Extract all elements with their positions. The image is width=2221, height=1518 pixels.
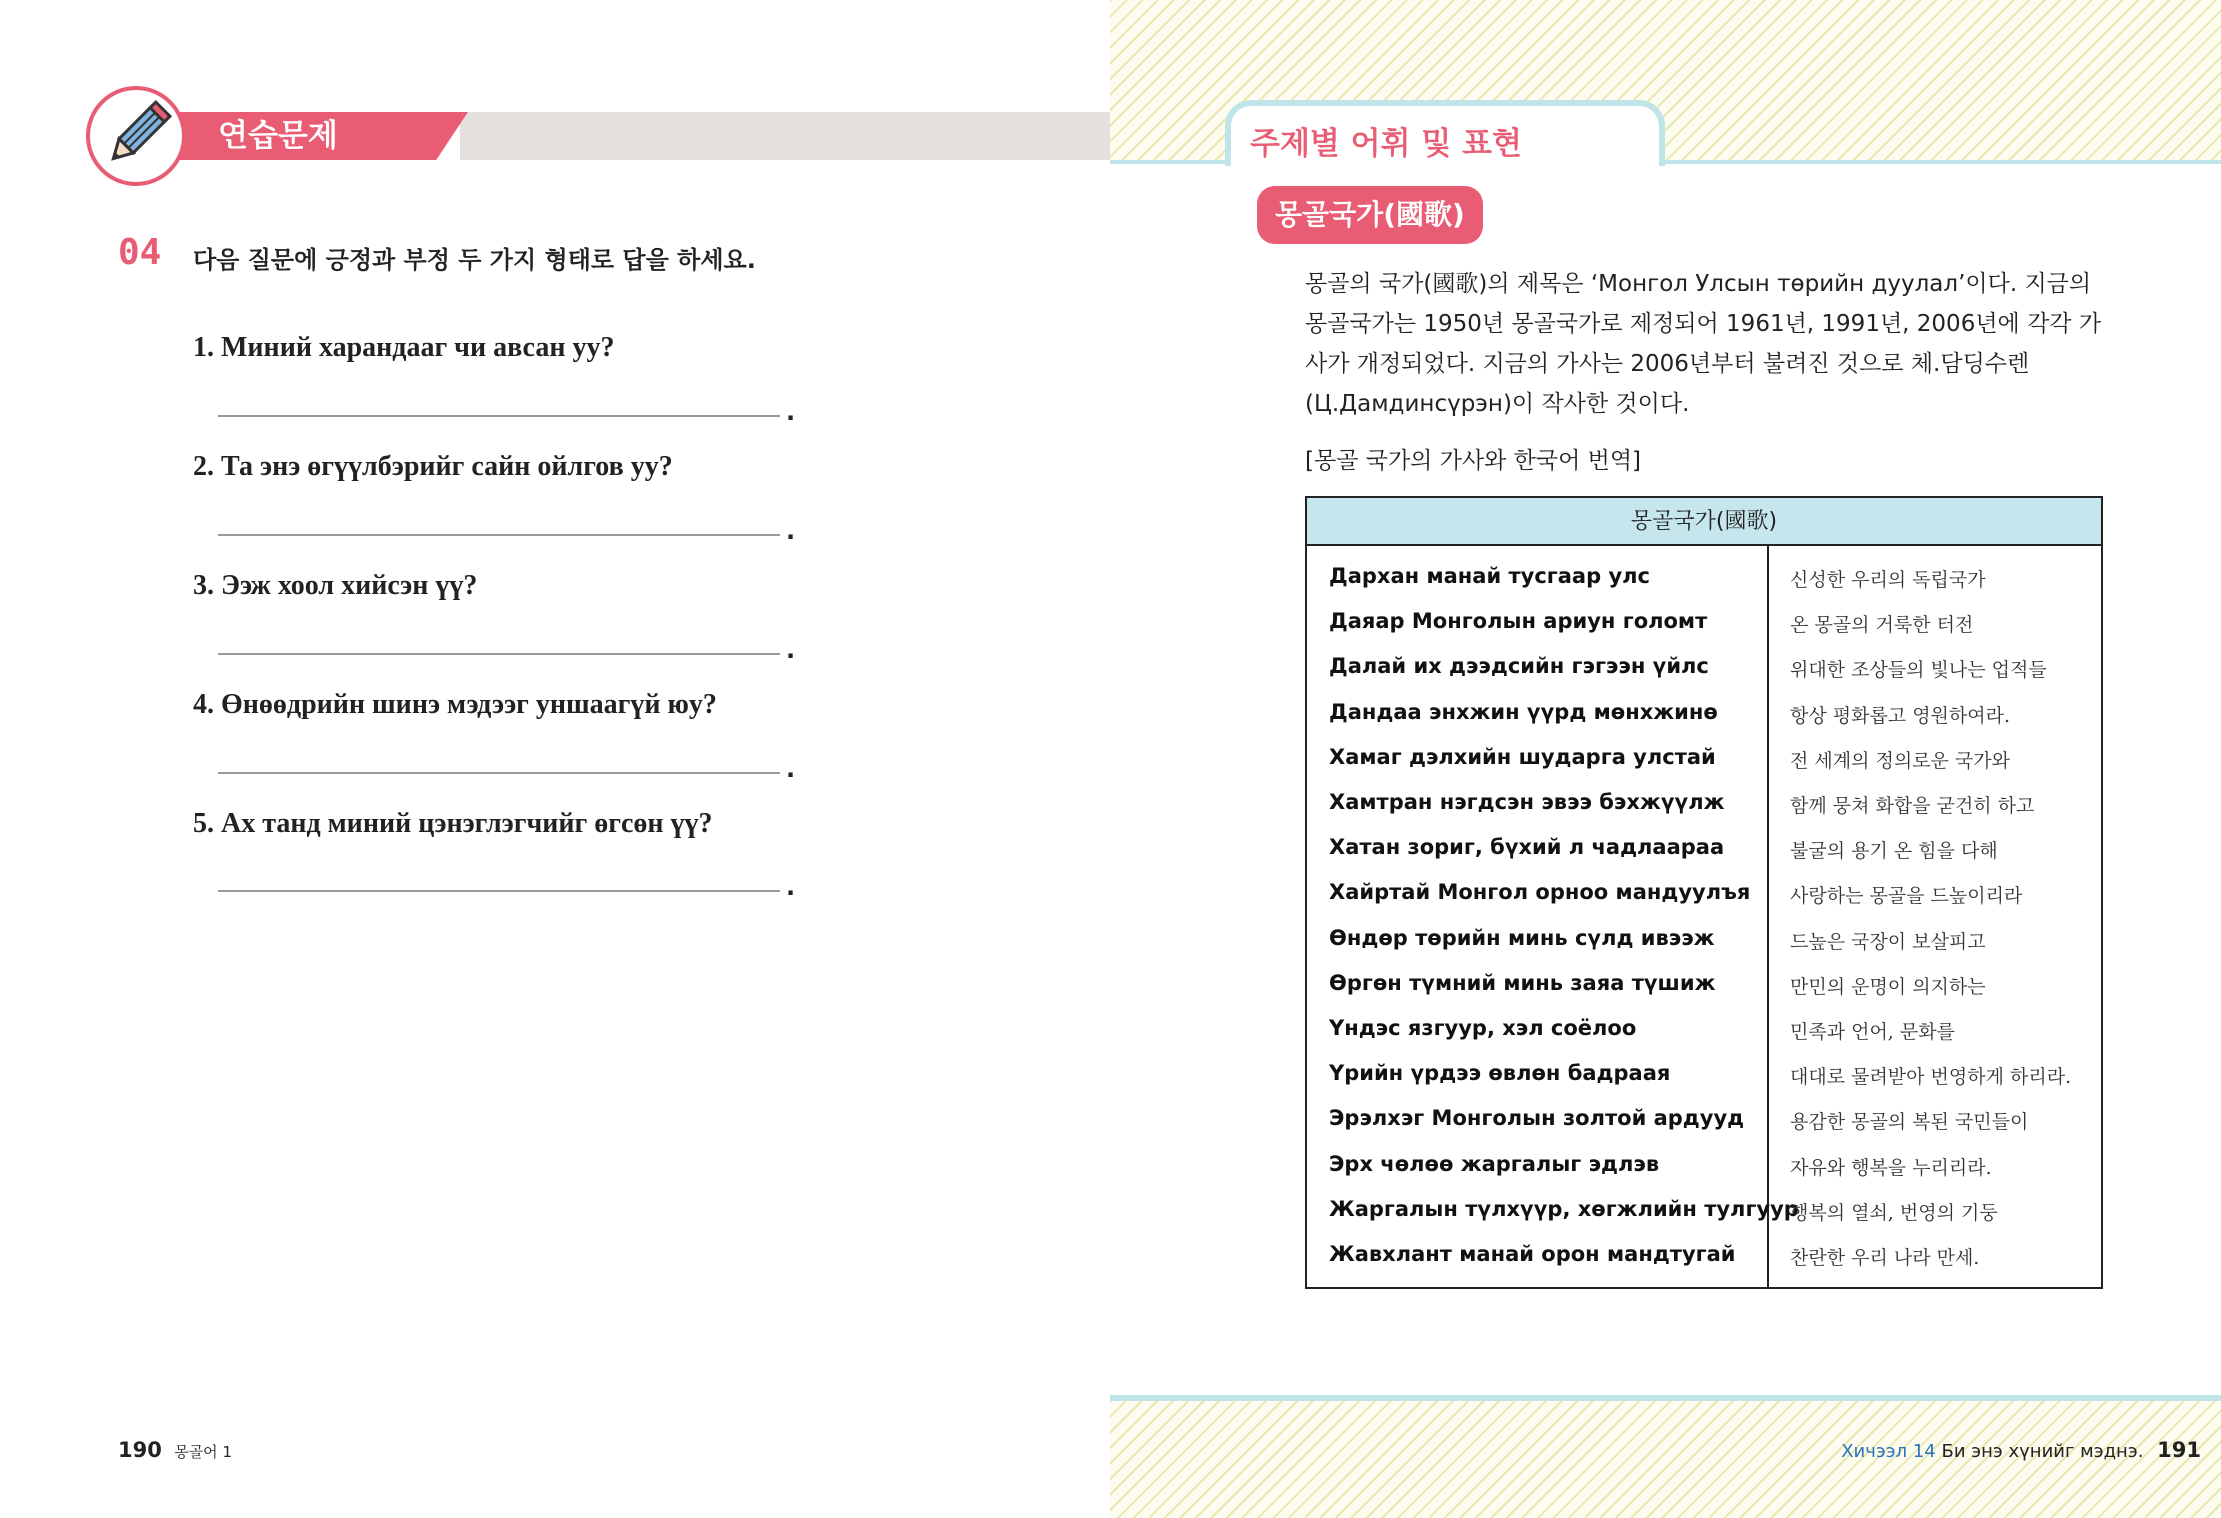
column-divider xyxy=(1767,546,1769,1289)
question-instruction: 다음 질문에 긍정과 부정 두 가지 형태로 답을 하세요. xyxy=(193,246,756,274)
lyric-mn-line: Жаргалын түлхүүр, хөгжлийн тулгуур xyxy=(1329,1196,1799,1221)
question-item: 1. Миний харандааг чи авсан уу? xyxy=(193,332,615,363)
lyric-ko-line: 드높은 국장이 보살피고 xyxy=(1790,930,1986,953)
lyric-ko-line: 함께 뭉쳐 화합을 굳건히 하고 xyxy=(1790,795,2035,817)
lyric-mn-line: Үрийн үрдээ өвлөн бадраая xyxy=(1329,1061,1671,1086)
lyric-mn-line: Хатан зориг, бүхий л чадлаараа xyxy=(1329,835,1725,860)
lyric-mn-line: Хайртай Монгол орноо мандуулъя xyxy=(1329,880,1751,905)
answer-line[interactable] xyxy=(218,415,780,417)
lesson-label: Хичээл 14 xyxy=(1841,1441,1936,1462)
right-page xyxy=(1110,0,2221,1518)
lyric-ko-line: 신성한 우리의 독립국가 xyxy=(1790,569,1986,591)
pencil-icon xyxy=(86,86,186,186)
anthem-table xyxy=(1305,496,2103,1289)
lyric-mn-line: Даяар Монголын ариун голомт xyxy=(1329,609,1708,634)
lyric-mn-line: Эрх чөлөө жаргалыг эдлэв xyxy=(1329,1151,1660,1176)
lyric-ko-line: 위대한 조상들의 빛나는 업적들 xyxy=(1790,659,2047,682)
lyric-mn-line: Дархан манай тусгаар улс xyxy=(1329,564,1650,588)
answer-line[interactable] xyxy=(218,772,780,774)
question-item: 4. Өнөөдрийн шинэ мэдээг уншаагүй юу? xyxy=(193,689,717,720)
lyric-ko-line: 온 몽골의 거룩한 터전 xyxy=(1790,614,1974,637)
answer-line[interactable] xyxy=(218,534,780,536)
lyric-mn-line: Өндөр төрийн минь сүлд ивээж xyxy=(1329,925,1715,950)
question-item: 5. Ах танд миний цэнэглэгчийг өгсөн үү? xyxy=(193,808,713,839)
left-page xyxy=(0,0,1110,1518)
lyric-mn-line: Далай их дээдсийн гэгээн үйлс xyxy=(1329,654,1709,679)
question-item: 2. Та энэ өгүүлбэрийг сайн ойлгов уу? xyxy=(193,451,673,482)
question-number: 04 xyxy=(118,232,162,273)
answer-period: . xyxy=(786,755,796,783)
lyric-mn-line: Хамаг дэлхийн шударга улстай xyxy=(1329,744,1716,769)
page-footer-right xyxy=(1841,1438,2201,1462)
exercise-banner-bar xyxy=(460,112,1110,160)
lyric-ko-line: 불굴의 용기 온 힘을 다해 xyxy=(1790,840,1998,863)
lyric-mn-line: Жавхлант манай орон мандтугай xyxy=(1329,1242,1736,1266)
intro-paragraph: 몽골의 국가(國歌)의 제목은 ‘Монгол Улсын төрийн дуулал’이다. 지금의 몽골국가는 1950년 몽골국가로 제정되어 1961년, 1991년, 2006년에 각각 가사가 개정되었다. 지금의 가사는 2006년부터 불려진 것으로 체.담딩수렌(Ц.Дамдинсүрэн)이 작사한 것이다. xyxy=(1305,271,2102,417)
answer-period: . xyxy=(786,873,796,901)
page-number: 191 xyxy=(2157,1438,2201,1462)
lyric-ko-line: 항상 평화롭고 영원하여라. xyxy=(1790,704,2011,727)
lyric-mn-line: Эрэлхэг Монголын золтой ардууд xyxy=(1329,1106,1745,1131)
lyric-ko-line: 대대로 물려받아 번영하게 하리라. xyxy=(1790,1066,2072,1089)
bottom-band xyxy=(1110,1395,2221,1401)
answer-period: . xyxy=(786,398,796,426)
section-badge: 몽골국가(國歌) xyxy=(1257,186,1483,244)
answer-period: . xyxy=(786,636,796,664)
lyric-ko-line: 용감한 몽골의 복된 국민들이 xyxy=(1790,1111,2029,1134)
answer-period: . xyxy=(786,517,796,545)
lyric-mn-line: Дандаа энхжин үүрд мөнхжинө xyxy=(1329,699,1718,724)
lyric-ko-line: 전 세계의 정의로운 국가와 xyxy=(1790,749,2011,772)
question-item: 3. Ээж хоол хийсэн үү? xyxy=(193,570,478,601)
lyric-mn-line: Өргөн түмний минь заяа түшиж xyxy=(1329,970,1716,995)
lyric-ko-line: 자유와 행복을 누리리라. xyxy=(1790,1156,1992,1179)
exercise-banner-title: 연습문제 xyxy=(218,118,338,154)
table-caption: [몽골 국가의 가사와 한국어 번역] xyxy=(1305,448,1642,474)
lyric-ko-line: 찬란한 우리 나라 만세. xyxy=(1790,1247,1980,1269)
lyric-ko-line: 만민의 운명이 의지하는 xyxy=(1790,975,1986,998)
lesson-title: Би энэ хүнийг мэднэ. xyxy=(1941,1441,2144,1462)
answer-line[interactable] xyxy=(218,890,780,892)
book-title: 몽골어 1 xyxy=(174,1443,232,1461)
lyric-ko-line: 행복의 열쇠, 번영의 기둥 xyxy=(1790,1201,1998,1224)
page-number: 190 xyxy=(118,1438,162,1462)
lyric-mn-line: Үндэс язгуур, хэл соёлоо xyxy=(1329,1016,1637,1040)
page-footer-left xyxy=(118,1438,232,1462)
lyric-ko-line: 사랑하는 몽골을 드높이리라 xyxy=(1790,885,2023,908)
topic-title: 주제별 어휘 및 표현 xyxy=(1250,126,1522,162)
table-header: 몽골국가(國歌) xyxy=(1307,498,2101,546)
lyric-mn-line: Хамтран нэгдсэн эвээ бэхжүүлж xyxy=(1329,790,1725,814)
lyric-ko-line: 민족과 언어, 문화를 xyxy=(1790,1021,1955,1043)
answer-line[interactable] xyxy=(218,653,780,655)
